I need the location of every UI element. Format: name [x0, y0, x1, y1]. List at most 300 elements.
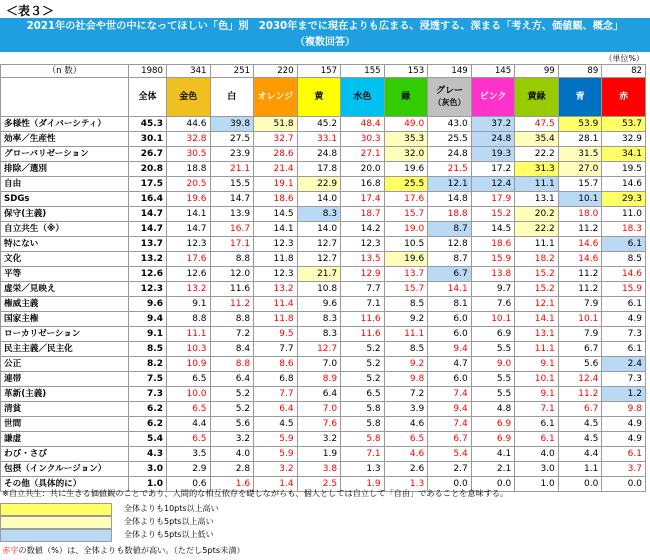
table-cell: 0.0: [602, 477, 646, 492]
table-cell: 10.1: [471, 312, 515, 327]
table-row: [1, 132, 646, 147]
table-cell: 15.2: [515, 267, 559, 282]
table-cell: 14.5: [471, 222, 515, 237]
row-label: 排除／選別: [1, 162, 129, 177]
row-total: 30.1: [129, 132, 167, 147]
table-cell: 7.0: [297, 357, 341, 372]
table-cell: 51.8: [254, 117, 298, 132]
table-cell: 20.0: [341, 162, 385, 177]
table-cell: 8.8: [210, 357, 254, 372]
title-bar: [0, 18, 650, 52]
table-cell: 11.1: [515, 177, 559, 192]
n-value: 145: [471, 65, 515, 78]
table-cell: 14.6: [602, 177, 646, 192]
color-header-text: （灰色）: [433, 98, 466, 107]
table-cell: 6.7: [558, 342, 602, 357]
table-cell: 11.1: [167, 327, 211, 342]
table-cell: 5.2: [210, 402, 254, 417]
row-label: 世間: [1, 417, 129, 432]
table-cell: 6.1: [602, 297, 646, 312]
table-cell: 5.2: [210, 387, 254, 402]
table-cell: 4.1: [471, 447, 515, 462]
table-cell: 3.8: [297, 462, 341, 477]
table-cell: 5.9: [254, 432, 298, 447]
table-cell: 14.2: [341, 222, 385, 237]
color-header-text: 緑: [401, 91, 411, 102]
table-cell: 3.0: [515, 462, 559, 477]
table-cell: 6.9: [471, 327, 515, 342]
table-cell: 29.3: [602, 192, 646, 207]
n-label: （n 数）: [1, 65, 129, 78]
table-cell: 7.6: [297, 417, 341, 432]
table-cell: 5.5: [471, 387, 515, 402]
table-cell: 17.6: [384, 192, 428, 207]
table-cell: 4.6: [384, 447, 428, 462]
table-cell: 4.0: [515, 447, 559, 462]
row-label: 連帯: [1, 372, 129, 387]
title-line-1: 2021年の社会や世の中になってほしい「色」別 2030年までに現在よりも広まる、浸透する、深まる「考え方、価値観、概念」: [26, 21, 624, 32]
table-cell: 1.3: [384, 477, 428, 492]
table-cell: 1.3: [341, 462, 385, 477]
table-cell: 18.2: [515, 252, 559, 267]
table-cell: 18.3: [602, 222, 646, 237]
row-label: 権威主義: [1, 297, 129, 312]
table-cell: 10.0: [167, 387, 211, 402]
table-cell: 11.6: [341, 312, 385, 327]
table-cell: 2.9: [167, 462, 211, 477]
n-value: 155: [341, 65, 385, 78]
table-cell: 28.1: [558, 132, 602, 147]
table-cell: 1.6: [210, 477, 254, 492]
table-cell: 0.0: [558, 477, 602, 492]
color-header: [341, 78, 385, 117]
table-cell: 6.7: [558, 402, 602, 417]
n-value: 153: [384, 65, 428, 78]
table-cell: 8.7: [428, 222, 472, 237]
table-cell: 48.4: [341, 117, 385, 132]
row-total: 13.2: [129, 252, 167, 267]
table-cell: 11.6: [341, 327, 385, 342]
table-cell: 10.1: [558, 192, 602, 207]
row-label: 公正: [1, 357, 129, 372]
table-cell: 15.7: [384, 282, 428, 297]
table-cell: 11.2: [558, 387, 602, 402]
table-cell: 12.7: [297, 237, 341, 252]
title-line-2: （複数回答）: [295, 37, 355, 48]
table-row: [1, 447, 646, 462]
table-cell: 17.6: [167, 252, 211, 267]
table-cell: 7.7: [254, 342, 298, 357]
table-cell: 28.6: [254, 147, 298, 162]
table-cell: 22.2: [515, 222, 559, 237]
table-cell: 23.9: [210, 147, 254, 162]
table-cell: 5.6: [210, 417, 254, 432]
table-cell: 14.1: [428, 282, 472, 297]
row-total: 9.6: [129, 297, 167, 312]
legend-text: 全体よりも5pts以上低い: [124, 530, 214, 539]
table-cell: 4.5: [254, 417, 298, 432]
table-caption: ＜表３＞: [6, 4, 55, 18]
row-label: わび・さび: [1, 447, 129, 462]
table-cell: 18.0: [558, 207, 602, 222]
table-cell: 7.4: [428, 387, 472, 402]
table-cell: 12.3: [167, 237, 211, 252]
legend-text: 全体よりも5pts以上高い: [124, 517, 214, 526]
table-row: [1, 252, 646, 267]
table-cell: 9.0: [471, 357, 515, 372]
n-value: 82: [602, 65, 646, 78]
table-cell: 4.9: [602, 432, 646, 447]
table-cell: 9.1: [167, 297, 211, 312]
row-label: 保守(主義): [1, 207, 129, 222]
table-cell: 7.0: [297, 402, 341, 417]
table-cell: 6.9: [471, 432, 515, 447]
table-cell: 17.2: [471, 162, 515, 177]
row-label: 効率／生産性: [1, 132, 129, 147]
table-cell: 5.2: [341, 342, 385, 357]
table-cell: 5.8: [341, 417, 385, 432]
table-cell: 5.2: [341, 372, 385, 387]
table-cell: 12.1: [515, 297, 559, 312]
color-header-text: 金色: [179, 91, 198, 102]
table-cell: 17.4: [341, 192, 385, 207]
table-cell: 8.3: [297, 207, 341, 222]
table-cell: 7.1: [515, 402, 559, 417]
table-cell: 5.5: [471, 342, 515, 357]
table-cell: 31.3: [515, 162, 559, 177]
table-cell: 18.8: [428, 207, 472, 222]
table-cell: 13.1: [515, 192, 559, 207]
row-label: 文化: [1, 252, 129, 267]
row-label: 清貧: [1, 402, 129, 417]
table-cell: 6.4: [210, 372, 254, 387]
table-cell: 2.8: [210, 462, 254, 477]
table-cell: 21.4: [254, 162, 298, 177]
table-cell: 1.1: [558, 462, 602, 477]
color-header-text: 水色: [353, 91, 372, 102]
row-total: 9.4: [129, 312, 167, 327]
table-cell: 9.1: [515, 387, 559, 402]
table-cell: 6.5: [341, 387, 385, 402]
table-cell: 12.7: [297, 252, 341, 267]
row-total: 13.7: [129, 237, 167, 252]
table-cell: 4.4: [167, 417, 211, 432]
table-row: [1, 282, 646, 297]
table-cell: 15.9: [602, 282, 646, 297]
table-cell: 8.5: [384, 342, 428, 357]
table-cell: 4.7: [428, 357, 472, 372]
n-row: [1, 65, 646, 78]
table-cell: 4.5: [558, 417, 602, 432]
table-cell: 32.0: [384, 147, 428, 162]
table-cell: 12.0: [210, 267, 254, 282]
table-cell: 14.6: [602, 267, 646, 282]
row-label: 包摂（インクルージョン）: [1, 462, 129, 477]
table-cell: 6.5: [167, 402, 211, 417]
legend-swatch: [0, 529, 112, 542]
table-cell: 11.2: [558, 267, 602, 282]
table-cell: 0.0: [471, 477, 515, 492]
table-cell: 4.5: [558, 432, 602, 447]
header-blank: [1, 78, 129, 117]
table-cell: 8.7: [428, 252, 472, 267]
row-total: 7.5: [129, 372, 167, 387]
table-cell: 21.7: [297, 267, 341, 282]
table-cell: 14.1: [167, 207, 211, 222]
table-cell: 6.5: [167, 432, 211, 447]
table-cell: 27.5: [210, 132, 254, 147]
table-cell: 14.0: [297, 192, 341, 207]
table-row: [1, 312, 646, 327]
color-header: [384, 78, 428, 117]
table-cell: 6.1: [602, 447, 646, 462]
table-cell: 15.9: [471, 252, 515, 267]
table-cell: 14.7: [210, 192, 254, 207]
table-cell: 1.2: [602, 387, 646, 402]
footnote: ※自立共生：共に生きる価値観のことであり、人間的な相互依存を礎しながらも、個人としては自立して「自由」であることを意味する。: [2, 488, 509, 498]
table-row: [1, 342, 646, 357]
table-cell: 7.1: [341, 447, 385, 462]
table-cell: 6.5: [384, 432, 428, 447]
color-header-row: [1, 78, 646, 117]
row-total: 45.3: [129, 117, 167, 132]
table-cell: 27.1: [341, 147, 385, 162]
table-row: [1, 327, 646, 342]
table-cell: 49.0: [384, 117, 428, 132]
table-cell: 9.1: [515, 357, 559, 372]
table-cell: 9.4: [428, 402, 472, 417]
table-cell: 44.6: [167, 117, 211, 132]
table-cell: 14.1: [254, 222, 298, 237]
table-cell: 11.2: [210, 297, 254, 312]
color-header: [428, 78, 472, 117]
table-cell: 11.1: [384, 327, 428, 342]
table-cell: 2.1: [471, 462, 515, 477]
row-label: 革新(主義): [1, 387, 129, 402]
table-cell: 5.8: [341, 402, 385, 417]
table-cell: 9.7: [471, 282, 515, 297]
legend-text: 全体よりも10pts以上高い: [124, 504, 219, 513]
n-value: 251: [210, 65, 254, 78]
table-cell: 14.6: [558, 237, 602, 252]
table-cell: 8.5: [384, 297, 428, 312]
color-header: [297, 78, 341, 117]
unit-label: （単位%）: [604, 54, 644, 63]
row-label: 虚栄／見映え: [1, 282, 129, 297]
table-cell: 4.4: [558, 447, 602, 462]
table-cell: 53.7: [602, 117, 646, 132]
table-cell: 6.0: [428, 327, 472, 342]
table-cell: 6.1: [602, 237, 646, 252]
color-header-text: 赤: [619, 91, 629, 102]
table-cell: 9.2: [384, 357, 428, 372]
table-cell: 35.3: [384, 132, 428, 147]
table-cell: 8.8: [210, 252, 254, 267]
table-cell: 34.1: [602, 147, 646, 162]
table-cell: 12.3: [254, 237, 298, 252]
row-total: 12.3: [129, 282, 167, 297]
table-cell: 0.0: [428, 477, 472, 492]
color-header: [558, 78, 602, 117]
table-cell: 7.9: [558, 327, 602, 342]
table-row: [1, 222, 646, 237]
table-row: [1, 402, 646, 417]
table-cell: 32.8: [167, 132, 211, 147]
table-cell: 10.5: [384, 237, 428, 252]
table-cell: 11.8: [254, 312, 298, 327]
table-cell: 7.3: [602, 327, 646, 342]
table-cell: 37.2: [471, 117, 515, 132]
row-label: その他（具体的に）: [1, 477, 129, 492]
table-cell: 4.8: [471, 402, 515, 417]
table-cell: 15.2: [471, 207, 515, 222]
color-header: [602, 78, 646, 117]
table-cell: 1.9: [341, 477, 385, 492]
table-cell: 2.7: [428, 462, 472, 477]
table-cell: 6.0: [428, 372, 472, 387]
table-cell: 9.8: [384, 372, 428, 387]
table-cell: 22.9: [297, 177, 341, 192]
n-value: 220: [254, 65, 298, 78]
legend-swatch: [0, 516, 112, 529]
row-total: 14.7: [129, 222, 167, 237]
table-row: [1, 432, 646, 447]
n-value: 99: [515, 65, 559, 78]
color-header: [167, 78, 211, 117]
row-label: 自由: [1, 177, 129, 192]
table-cell: 39.8: [210, 117, 254, 132]
table-cell: 6.4: [297, 387, 341, 402]
row-total: 6.2: [129, 417, 167, 432]
table-cell: 19.6: [167, 192, 211, 207]
table-cell: 12.6: [167, 267, 211, 282]
table-cell: 12.3: [341, 237, 385, 252]
table-cell: 1.9: [297, 447, 341, 462]
table-cell: 14.0: [297, 222, 341, 237]
table-cell: 21.1: [210, 162, 254, 177]
row-label: グローバリゼーション: [1, 147, 129, 162]
table-cell: 3.7: [602, 462, 646, 477]
table-cell: 13.9: [210, 207, 254, 222]
red-note-word: 赤字: [2, 545, 19, 555]
table-cell: 12.4: [558, 372, 602, 387]
row-total: 9.1: [129, 327, 167, 342]
table-row: [1, 462, 646, 477]
color-header: [515, 78, 559, 117]
table-row: [1, 117, 646, 132]
table-row: [1, 372, 646, 387]
table-cell: 19.6: [384, 252, 428, 267]
row-label: SDGs: [1, 192, 129, 207]
table-cell: 20.5: [167, 177, 211, 192]
row-total: 20.8: [129, 162, 167, 177]
row-total: 1.0: [129, 477, 167, 492]
table-cell: 47.5: [515, 117, 559, 132]
table-cell: 12.1: [428, 177, 472, 192]
table-cell: 3.9: [384, 402, 428, 417]
table-cell: 2.4: [602, 357, 646, 372]
table-cell: 0.6: [167, 477, 211, 492]
table-cell: 18.7: [341, 207, 385, 222]
n-value: 149: [428, 65, 472, 78]
table-cell: 7.3: [602, 372, 646, 387]
table-cell: 7.7: [341, 282, 385, 297]
row-total: 26.7: [129, 147, 167, 162]
table-cell: 18.8: [167, 162, 211, 177]
table-cell: 7.1: [341, 297, 385, 312]
table-cell: 10.1: [515, 372, 559, 387]
table-cell: 16.8: [341, 177, 385, 192]
table-cell: 24.8: [428, 147, 472, 162]
row-total: 14.7: [129, 207, 167, 222]
table-cell: 13.2: [254, 282, 298, 297]
table-cell: 5.9: [254, 447, 298, 462]
table-cell: 19.3: [471, 147, 515, 162]
table-cell: 6.7: [428, 267, 472, 282]
row-label: 民主主義／民主化: [1, 342, 129, 357]
table-row: [1, 417, 646, 432]
table-cell: 53.9: [558, 117, 602, 132]
color-header: [210, 78, 254, 117]
table-cell: 8.4: [210, 342, 254, 357]
color-header-text: ピンク: [479, 91, 507, 102]
table-cell: 11.4: [254, 297, 298, 312]
table-cell: 11.2: [558, 222, 602, 237]
table-cell: 8.1: [428, 297, 472, 312]
table-cell: 10.3: [167, 342, 211, 357]
table-cell: 13.7: [384, 267, 428, 282]
table-cell: 7.9: [558, 297, 602, 312]
table-cell: 14.7: [167, 222, 211, 237]
table-row: [1, 177, 646, 192]
table-cell: 18.6: [254, 192, 298, 207]
table-cell: 25.5: [428, 132, 472, 147]
table-cell: 33.1: [297, 132, 341, 147]
table-row: [1, 357, 646, 372]
table-cell: 14.8: [428, 192, 472, 207]
table-cell: 11.8: [254, 252, 298, 267]
table-cell: 25.5: [384, 177, 428, 192]
table-cell: 35.4: [515, 132, 559, 147]
table-cell: 6.1: [515, 432, 559, 447]
table-cell: 4.9: [602, 417, 646, 432]
row-total: 8.5: [129, 342, 167, 357]
table-cell: 5.8: [341, 432, 385, 447]
row-label: 国家主権: [1, 312, 129, 327]
table-cell: 6.1: [515, 417, 559, 432]
table-cell: 13.1: [515, 327, 559, 342]
table-cell: 8.9: [297, 372, 341, 387]
legend-swatch: [0, 503, 112, 516]
table-cell: 1.0: [515, 477, 559, 492]
table-cell: 9.8: [602, 402, 646, 417]
table-cell: 5.6: [558, 357, 602, 372]
table-cell: 11.2: [558, 282, 602, 297]
table-cell: 19.6: [384, 162, 428, 177]
color-header: [254, 78, 298, 117]
table-row: [1, 267, 646, 282]
color-header-text: グレー: [435, 86, 463, 96]
table-cell: 9.4: [428, 342, 472, 357]
n-value: 341: [167, 65, 211, 78]
table-cell: 21.5: [428, 162, 472, 177]
table-cell: 11.0: [602, 207, 646, 222]
row-total: 5.4: [129, 432, 167, 447]
row-label: 自立共生（※）: [1, 222, 129, 237]
table-row: [1, 237, 646, 252]
n-value: 89: [558, 65, 602, 78]
table-cell: 24.8: [471, 132, 515, 147]
